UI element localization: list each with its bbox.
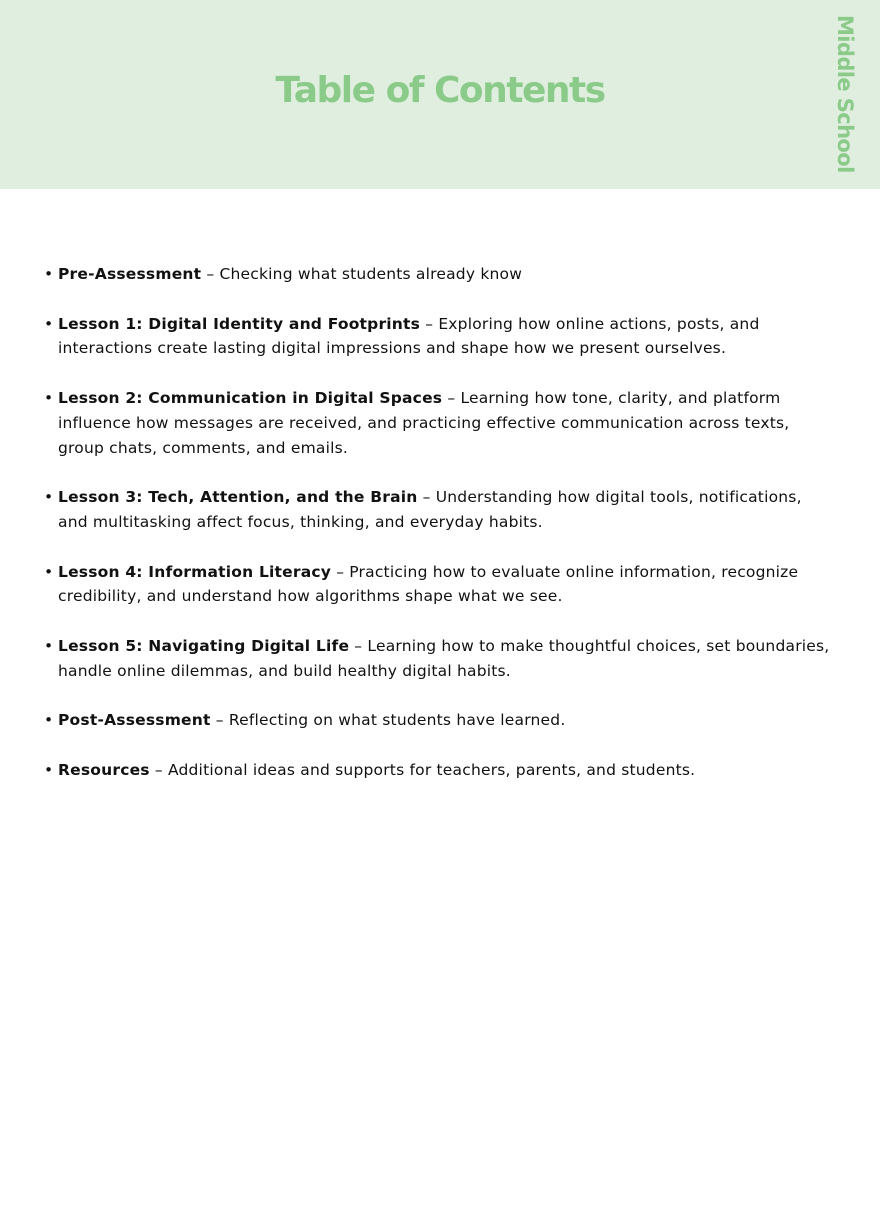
toc-item-description: Learning how to make thoughtful choices, set boundaries, handle online dilemmas, and build healthy digital habits. xyxy=(58,637,830,680)
bullet-icon: • xyxy=(44,761,54,780)
bullet-icon: • xyxy=(44,562,54,581)
toc-item-lesson-3 xyxy=(44,485,833,534)
toc-item-title: Lesson 1: Digital Identity and Footprints xyxy=(58,314,421,333)
grade-level-label: Middle School xyxy=(833,15,857,173)
toc-item-description: Additional ideas and supports for teachers, parents, and students. xyxy=(167,761,696,780)
toc-separator: – xyxy=(331,562,350,581)
toc-separator: – xyxy=(210,711,229,730)
toc-item-pre-assessment xyxy=(44,262,833,287)
table-of-contents-list xyxy=(44,262,833,808)
bullet-icon: • xyxy=(44,265,54,283)
page-title: Table of Contents xyxy=(275,70,605,111)
bullet-icon: • xyxy=(44,314,54,333)
toc-item-lesson-5 xyxy=(44,634,833,683)
toc-separator: – xyxy=(417,488,436,507)
toc-item-description: Practicing how to evaluate online information, recognize credibility, and understand how algorithms shape what we see. xyxy=(58,562,799,606)
bullet-icon: • xyxy=(44,711,54,730)
toc-item-resources xyxy=(44,758,833,783)
toc-item-lesson-1 xyxy=(44,312,833,361)
toc-separator: – xyxy=(442,389,461,408)
toc-separator: – xyxy=(201,265,220,283)
bullet-icon: • xyxy=(44,389,54,408)
toc-separator: – xyxy=(349,637,368,656)
toc-item-description: Learning how tone, clarity, and platform influence how messages are received, and practicing effective communication across texts, group chats, comments, and emails. xyxy=(58,389,790,457)
toc-separator: – xyxy=(420,314,439,333)
bullet-icon: • xyxy=(44,488,54,507)
toc-item-description: Checking what students already know xyxy=(219,265,523,283)
toc-item-lesson-4 xyxy=(44,560,833,609)
toc-item-title: Lesson 5: Navigating Digital Life xyxy=(58,637,350,656)
toc-item-description: Understanding how digital tools, notifications, and multitasking affect focus, thinking, and everyday habits. xyxy=(58,488,802,531)
toc-item-title: Lesson 4: Information Literacy xyxy=(58,562,332,581)
toc-item-title: Lesson 3: Tech, Attention, and the Brain xyxy=(58,488,418,507)
toc-item-title: Post-Assessment xyxy=(58,711,211,730)
toc-item-lesson-2 xyxy=(44,386,833,460)
toc-item-title: Pre-Assessment xyxy=(58,265,202,283)
bullet-icon: • xyxy=(44,637,54,656)
toc-item-description: Reflecting on what students have learned. xyxy=(228,711,566,730)
toc-item-title: Resources xyxy=(58,761,150,780)
header-band xyxy=(0,0,880,189)
toc-separator: – xyxy=(149,761,168,780)
toc-item-post-assessment xyxy=(44,708,833,733)
toc-item-title: Lesson 2: Communication in Digital Spaces xyxy=(58,389,443,408)
toc-item-description: Exploring how online actions, posts, and interactions create lasting digital impressions and shape how we present ourselves. xyxy=(58,314,760,358)
